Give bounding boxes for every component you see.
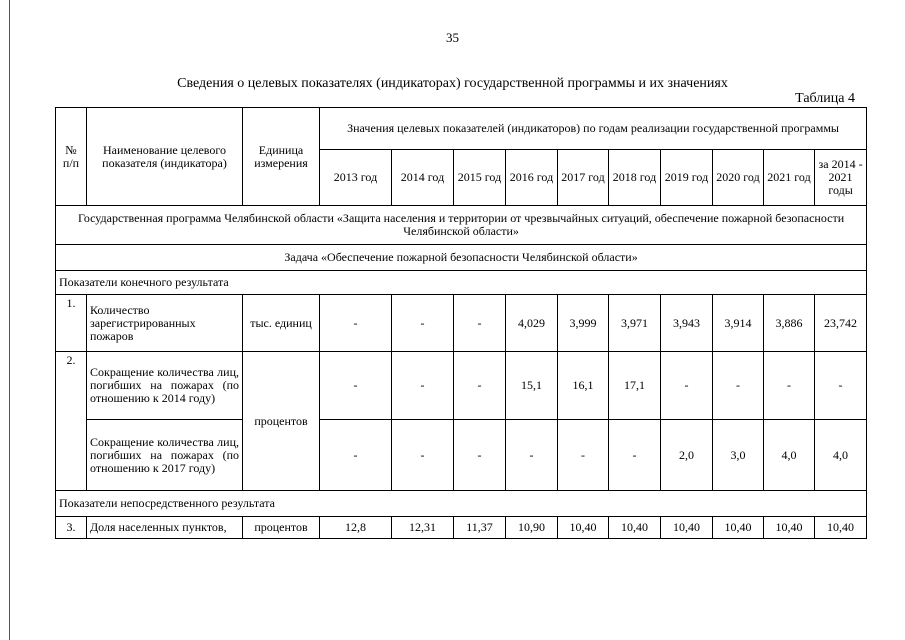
row-value: -	[815, 352, 867, 420]
header-year: 2019 год	[661, 150, 713, 206]
row-value: 10,90	[506, 517, 558, 539]
task-row	[56, 245, 867, 271]
row-unit: процентов	[243, 517, 320, 539]
row-value: 10,40	[764, 517, 815, 539]
row-value: 15,1	[506, 352, 558, 420]
header-year: 2015 год	[454, 150, 506, 206]
row-num: 2.	[56, 352, 87, 491]
row-value: -	[661, 352, 713, 420]
row-value: 12,8	[320, 517, 392, 539]
row-value: 10,40	[609, 517, 661, 539]
header-year: 2016 год	[506, 150, 558, 206]
row-value: -	[506, 420, 558, 491]
row-value: 10,40	[661, 517, 713, 539]
row-value: 10,40	[713, 517, 764, 539]
row-value: -	[454, 295, 506, 352]
row-num: 1.	[56, 295, 87, 352]
row-value: 2,0	[661, 420, 713, 491]
table-row	[56, 517, 867, 539]
row-value: -	[609, 420, 661, 491]
row-value: 4,029	[506, 295, 558, 352]
row-value: -	[764, 352, 815, 420]
header-values-group: Значения целевых показателей (индикаторов) по годам реализации государственной программы	[320, 108, 867, 150]
row-value: -	[320, 295, 392, 352]
row-value: 23,742	[815, 295, 867, 352]
header-year: 2014 год	[392, 150, 454, 206]
header-year: 2021 год	[764, 150, 815, 206]
header-year-total: за 2014 - 2021 годы	[815, 150, 867, 206]
header-year: 2017 год	[558, 150, 609, 206]
header-year: 2013 год	[320, 150, 392, 206]
header-year: 2018 год	[609, 150, 661, 206]
row-value: -	[454, 352, 506, 420]
table-row	[56, 295, 867, 352]
row-unit: тыс. единиц	[243, 295, 320, 352]
row-value: 17,1	[609, 352, 661, 420]
program-title: Государственная программа Челябинской области «Защита населения и территории от чрезвычайных ситуаций, обеспечение пожарной безопасности Челябинской области»	[56, 206, 867, 245]
row-name: Сокращение количества лиц, погибших на пожарах (по отношению к 2014 году)	[87, 352, 243, 420]
section-row-final	[56, 271, 867, 295]
table-label: Таблица 4	[795, 91, 855, 106]
section-final-title: Показатели конечного результата	[56, 271, 867, 295]
row-value: 3,943	[661, 295, 713, 352]
section-direct-title: Показатели непосредственного результата	[56, 491, 867, 517]
row-value: 4,0	[764, 420, 815, 491]
row-num: 3.	[56, 517, 87, 539]
program-row	[56, 206, 867, 245]
row-value: 3,0	[713, 420, 764, 491]
row-name: Количество зарегистрированных пожаров	[87, 295, 243, 352]
table-row	[56, 420, 867, 491]
page-number: 35	[446, 30, 459, 45]
row-name: Сокращение количества лиц, погибших на пожарах (по отношению к 2017 году)	[87, 420, 243, 491]
row-value: 3,971	[609, 295, 661, 352]
row-unit: процентов	[243, 352, 320, 491]
document-title: Сведения о целевых показателях (индикаторах) государственной программы и их значениях	[177, 76, 728, 91]
row-value: -	[392, 295, 454, 352]
header-num: № п/п	[56, 108, 87, 206]
row-value: -	[392, 352, 454, 420]
row-value: -	[713, 352, 764, 420]
row-value: 10,40	[815, 517, 867, 539]
header-year: 2020 год	[713, 150, 764, 206]
header-name: Наименование целевого показателя (индикатора)	[87, 108, 243, 206]
row-name: Доля населенных пунктов,	[87, 517, 243, 539]
row-value: 4,0	[815, 420, 867, 491]
row-value: -	[320, 352, 392, 420]
section-row-direct	[56, 491, 867, 517]
header-row-1	[56, 108, 867, 150]
row-value: 16,1	[558, 352, 609, 420]
page-margin-line	[9, 0, 10, 640]
row-value: -	[320, 420, 392, 491]
row-value: 3,914	[713, 295, 764, 352]
row-value: -	[454, 420, 506, 491]
table-row	[56, 352, 867, 420]
header-unit: Единица измерения	[243, 108, 320, 206]
row-value: 3,999	[558, 295, 609, 352]
task-title: Задача «Обеспечение пожарной безопасности Челябинской области»	[56, 245, 867, 271]
row-value: 3,886	[764, 295, 815, 352]
row-value: 12,31	[392, 517, 454, 539]
indicators-table	[55, 107, 867, 539]
row-value: 11,37	[454, 517, 506, 539]
row-value: 10,40	[558, 517, 609, 539]
row-value: -	[392, 420, 454, 491]
row-value: -	[558, 420, 609, 491]
